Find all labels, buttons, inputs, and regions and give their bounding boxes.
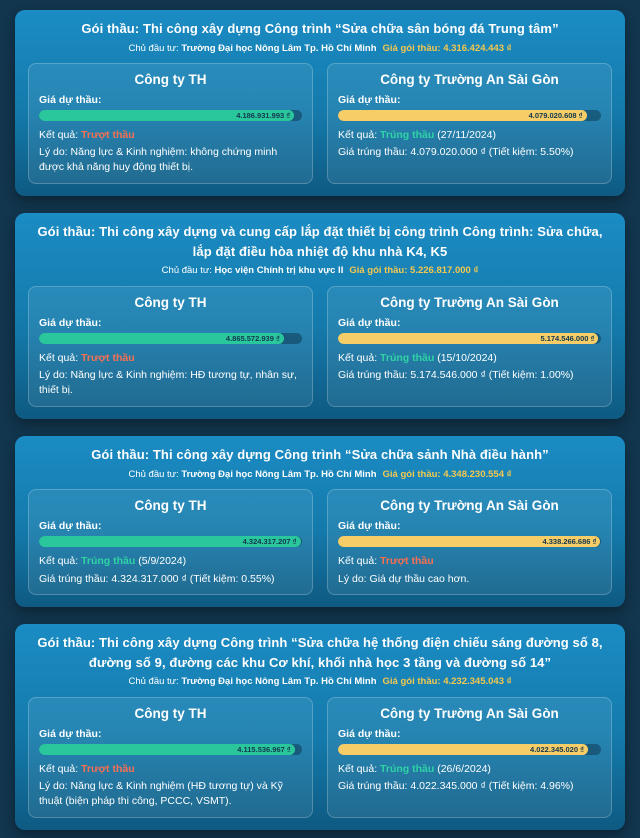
result-line xyxy=(338,554,601,569)
result-detail: Giá trúng thầu: 5.174.546.000 ₫ (Tiết kiệm: 1.00%) xyxy=(338,369,574,382)
investor-label: Chủ đầu tư: xyxy=(128,42,179,54)
bidder-name: Công ty TH xyxy=(134,705,207,721)
result-detail: Lý do: Năng lực & Kinh nghiệm: HĐ tương tự, nhân sự, thiết bị. xyxy=(39,369,297,397)
bid-bar-fill xyxy=(338,333,598,344)
bidder-panel xyxy=(327,286,612,408)
package-price-value: 5.226.817.000 ₫ xyxy=(410,265,479,277)
package-title: Gói thầu: Thi công xây dựng Công trình “Sửa chữa sân bóng đá Trung tâm” xyxy=(81,21,559,36)
package-price-value: 4.348.230.554 ₫ xyxy=(443,468,512,480)
bidder-panel xyxy=(28,489,313,596)
result-label: Kết quả: xyxy=(338,762,378,775)
result-status: Trúng thầu xyxy=(380,128,435,141)
bidder-panel xyxy=(28,697,313,819)
bid-bar-track xyxy=(39,333,302,344)
package-meta xyxy=(28,468,612,481)
result-label: Kết quả: xyxy=(338,554,378,567)
investor-label: Chủ đầu tư: xyxy=(161,265,212,277)
package-price-label: Giá gói thầu: xyxy=(349,265,408,277)
investor-name: Trường Đại học Nông Lâm Tp. Hồ Chí Minh xyxy=(181,42,377,54)
bidder-panels-row xyxy=(28,489,612,596)
bid-bar-track xyxy=(338,110,601,121)
bidder-name: Công ty TH xyxy=(134,497,207,513)
result-status: Trúng thầu xyxy=(380,762,435,775)
bid-price-label: Giá dự thầu: xyxy=(39,93,102,106)
result-date: (26/6/2024) xyxy=(437,762,491,775)
investor-label: Chủ đầu tư: xyxy=(128,468,179,480)
bid-bar-fill xyxy=(39,744,295,755)
result-status: Trượt thầu xyxy=(81,762,135,775)
result-line xyxy=(39,351,302,366)
package-title: Gói thầu: Thi công xây dựng và cung cấp lắp đặt thiết bị công trình Công trình: Sửa chữa, lắp đặt điều hòa nhiệt độ khu nhà K4, K5 xyxy=(37,224,603,259)
bid-bar-value: 4.115.536.967 ₫ xyxy=(237,744,291,754)
result-status: Trúng thầu xyxy=(380,351,435,364)
bid-bar-track xyxy=(39,536,302,547)
bid-bar-value: 4.324.317.207 ₫ xyxy=(242,536,297,546)
bid-price-label: Giá dự thầu: xyxy=(338,519,401,532)
result-line xyxy=(39,762,302,777)
result-line xyxy=(39,554,302,569)
bid-price-label: Giá dự thầu: xyxy=(338,316,401,329)
bid-bar-value: 4.338.266.686 ₫ xyxy=(542,536,597,546)
result-line xyxy=(338,351,601,366)
package-meta xyxy=(28,42,612,55)
package-price-label: Giá gói thầu: xyxy=(382,468,441,480)
bidder-panel xyxy=(327,63,612,185)
bid-package-card xyxy=(15,213,625,419)
package-meta xyxy=(28,264,612,277)
bidder-panel xyxy=(327,489,612,596)
investor-name: Học viện Chính trị khu vực II xyxy=(214,265,344,277)
result-label: Kết quả: xyxy=(39,762,79,775)
bid-price-label: Giá dự thầu: xyxy=(338,727,401,740)
result-date: (27/11/2024) xyxy=(437,128,496,141)
investor-name: Trường Đại học Nông Lâm Tp. Hồ Chí Minh xyxy=(181,468,377,480)
bid-bar-track xyxy=(39,744,302,755)
bidder-panels-row xyxy=(28,286,612,408)
result-line xyxy=(338,128,601,143)
bidder-panel xyxy=(327,697,612,819)
result-detail: Giá trúng thầu: 4.022.345.000 ₫ (Tiết kiệm: 4.96%) xyxy=(338,780,574,793)
bid-bar-fill xyxy=(338,110,587,121)
result-detail: Lý do: Năng lực & Kinh nghiệm (HĐ tương tự) và Kỹ thuật (biện pháp thi công, PCCC, VSMT). xyxy=(39,780,283,808)
bid-bar-fill xyxy=(39,333,284,344)
investor-label: Chủ đầu tư: xyxy=(128,676,179,688)
result-detail: Giá trúng thầu: 4.324.317.000 ₫ (Tiết kiệm: 0.55%) xyxy=(39,572,275,585)
package-price-label: Giá gói thầu: xyxy=(382,676,441,688)
bidder-panel xyxy=(28,286,313,408)
package-meta xyxy=(28,675,612,688)
result-detail: Giá trúng thầu: 4.079.020.000 ₫ (Tiết kiệm: 5.50%) xyxy=(338,146,574,159)
bid-bar-value: 4.186.931.993 ₫ xyxy=(236,110,291,120)
bidder-name: Công ty TH xyxy=(134,71,207,87)
bid-bar-track xyxy=(338,333,601,344)
package-price-value: 4.316.424.443 ₫ xyxy=(443,42,512,54)
package-title: Gói thầu: Thi công xây dựng Công trình “Sửa chữa hệ thống điện chiếu sáng đường số 8, đường số 9, đường các khu Cơ khí, khối nhà học 3 tầng và đường số 14” xyxy=(37,635,603,670)
result-line xyxy=(39,128,302,143)
package-title: Gói thầu: Thi công xây dựng Công trình “Sửa chữa sảnh Nhà điều hành” xyxy=(91,447,549,463)
bidder-name: Công ty Trường An Sài Gòn xyxy=(380,705,559,721)
result-label: Kết quả: xyxy=(39,554,79,567)
package-price-value: 4.232.345.043 ₫ xyxy=(443,676,512,688)
bid-bar-fill xyxy=(338,744,588,755)
bid-package-card xyxy=(15,436,625,607)
result-line xyxy=(338,762,601,777)
bidder-name: Công ty Trường An Sài Gòn xyxy=(380,71,559,87)
bid-bar-value: 5.174.546.000 ₫ xyxy=(540,333,595,343)
result-date: (5/9/2024) xyxy=(138,554,187,567)
bid-bar-track xyxy=(338,536,601,547)
result-status: Trúng thầu xyxy=(81,554,136,567)
bidder-panels-row xyxy=(28,697,612,819)
bid-comparison-list xyxy=(15,10,625,830)
result-label: Kết quả: xyxy=(338,128,378,141)
bid-price-label: Giá dự thầu: xyxy=(338,93,401,106)
bid-package-card xyxy=(15,624,625,830)
bidder-name: Công ty Trường An Sài Gòn xyxy=(380,497,559,513)
bid-bar-fill xyxy=(39,110,294,121)
result-date: (15/10/2024) xyxy=(437,351,497,364)
bid-bar-track xyxy=(39,110,302,121)
bid-bar-value: 4.022.345.020 ₫ xyxy=(530,744,584,754)
bidder-panels-row xyxy=(28,63,612,185)
result-detail: Lý do: Năng lực & Kinh nghiệm: không chứng minh được khả năng huy động thiết bị. xyxy=(39,146,278,174)
package-price-label: Giá gói thầu: xyxy=(382,42,441,54)
bid-price-label: Giá dự thầu: xyxy=(39,316,102,329)
result-label: Kết quả: xyxy=(39,351,79,364)
result-detail: Lý do: Giá dự thầu cao hơn. xyxy=(338,572,470,585)
result-label: Kết quả: xyxy=(39,128,79,141)
result-label: Kết quả: xyxy=(338,351,378,364)
bid-bar-value: 4.079.020.608 ₫ xyxy=(528,110,583,120)
investor-name: Trường Đại học Nông Lâm Tp. Hồ Chí Minh xyxy=(181,676,377,688)
bid-package-card xyxy=(15,10,625,196)
bid-price-label: Giá dự thầu: xyxy=(39,727,102,740)
bid-bar-fill xyxy=(338,536,600,547)
bid-price-label: Giá dự thầu: xyxy=(39,519,102,532)
result-status: Trượt thầu xyxy=(81,351,135,364)
bidder-panel xyxy=(28,63,313,185)
bidder-name: Công ty TH xyxy=(134,294,207,310)
result-status: Trượt thầu xyxy=(380,554,434,567)
bid-bar-value: 4.865.572.939 ₫ xyxy=(225,333,280,343)
bid-bar-fill xyxy=(39,536,301,547)
bidder-name: Công ty Trường An Sài Gòn xyxy=(380,294,559,310)
result-status: Trượt thầu xyxy=(81,128,135,141)
bid-bar-track xyxy=(338,744,601,755)
